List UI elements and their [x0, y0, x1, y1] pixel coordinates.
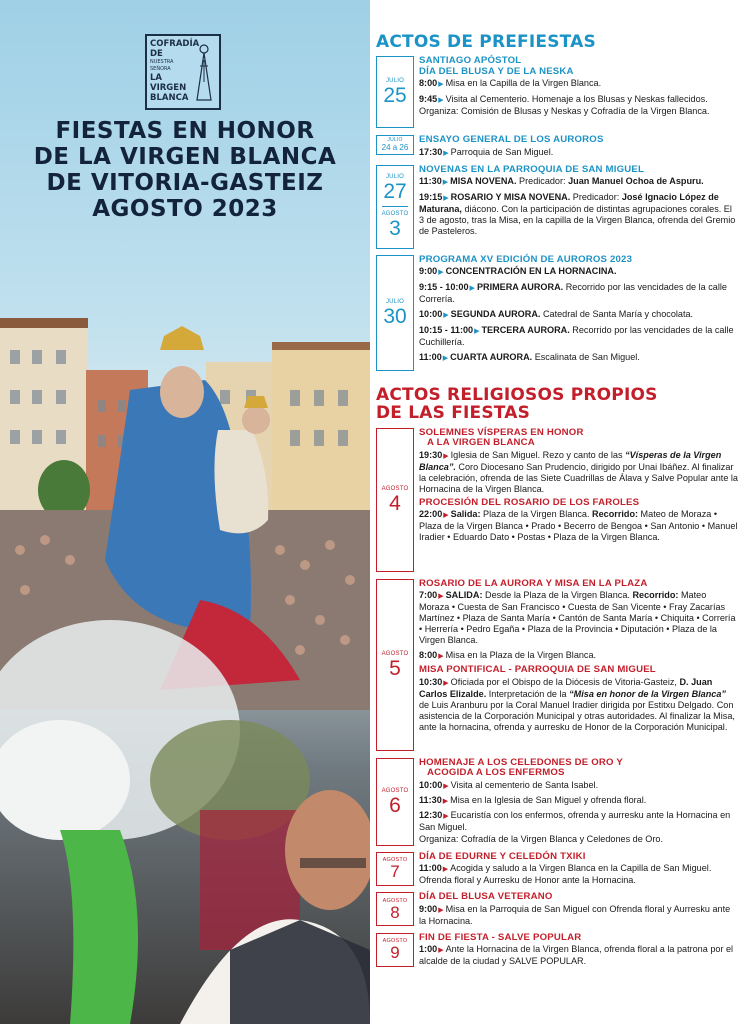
- event-line: 10:00▶ Visita al cementerio de Santa Isabel.: [419, 779, 599, 790]
- section-title-religiosos: ACTOS RELIGIOSOS PROPIOS DE LAS FIESTAS: [376, 384, 658, 423]
- date-day: 25: [383, 84, 407, 107]
- arrow-icon: ▶: [442, 866, 449, 873]
- arrow-icon: ▶: [442, 797, 449, 805]
- arrow-icon: ▶: [474, 328, 480, 335]
- date-box: JULIO 24 a 26: [376, 135, 414, 155]
- event-jul-24-26: [376, 135, 738, 159]
- event-line: 8:00▶ Misa en la Capilla de la Virgen Blanca.: [419, 78, 602, 88]
- arrow-icon: ▶: [438, 81, 444, 88]
- event-heading: ACOGIDA A LOS ENFERMOS: [427, 767, 565, 778]
- event-aug-8: [376, 892, 738, 927]
- arrow-icon: ▶: [443, 512, 449, 519]
- event-line: 22:00▶ Salida: Plaza de la Virgen Blanca. Recorrido: Mateo de Moraza • Plaza de la Virgen Blanca • Prado • Becerro de Bengoa • San Antonio • Manuel Iradier • Eduardo Dato • Postas • Plaza de la Virgen Blanca.: [419, 509, 738, 542]
- arrow-icon: ▶: [438, 593, 444, 600]
- event-line: 12:30▶ Eucaristía con los enfermos, ofrenda y aurresku ante la Hornacina en San Miguel.: [419, 809, 731, 832]
- arrow-icon: ▶: [438, 97, 444, 104]
- virgin-figure-icon: [193, 42, 215, 104]
- event-line: 19:15▶ ROSARIO Y MISA NOVENA. Predicador: José Ignacio López de Maturana, diácono. Con la participación de distintas agrupaciones corales. El 3 de agosto, tras la Misa, en la capilla de la Virgen Blanca, ofrenda del Gremio de Pasteleros.: [419, 192, 736, 236]
- event-heading: SANTIAGO APÓSTOL: [419, 55, 522, 66]
- event-heading: MISA PONTIFICAL - PARROQUIA DE SAN MIGUEL: [419, 664, 656, 675]
- event-line: 10:15 - 11:00▶ TERCERA AURORA. Recorrido por las vencidades de la calle Cuchillería.: [419, 325, 734, 347]
- date-box: AGOSTO 6: [376, 758, 414, 846]
- event-aug-9: [376, 933, 738, 968]
- event-jul-30: [376, 255, 738, 371]
- date-box: AGOSTO 8: [376, 892, 414, 926]
- event-line: 11:00▶ CUARTA AURORA. Escalinata de San Miguel.: [419, 352, 640, 362]
- event-heading: PROGRAMA XV EDICIÓN DE AUROROS 2023: [419, 253, 633, 265]
- arrow-icon: ▶: [443, 149, 449, 157]
- arrow-icon: ▶: [443, 452, 449, 460]
- arrow-icon: ▶: [442, 179, 449, 186]
- event-line: 11:30▶ Misa en la Iglesia de San Miguel y ofrenda floral.: [419, 794, 647, 805]
- event-heading: DÍA DE EDURNE Y CELEDÓN TXIKI: [419, 850, 586, 862]
- event-heading: SOLEMNES VÍSPERAS EN HONOR: [419, 426, 584, 438]
- arrow-icon: ▶: [469, 285, 475, 292]
- event-heading: ENSAYO GENERAL DE LOS AUROROS: [419, 134, 604, 145]
- event-aug-5: [376, 579, 738, 751]
- arrow-icon: ▶: [438, 906, 444, 914]
- arrow-icon: ▶: [443, 195, 449, 202]
- procession-photo: [0, 310, 370, 1024]
- arrow-icon: ▶: [438, 653, 444, 660]
- event-heading: DÍA DEL BLUSA Y DE LA NESKA: [419, 65, 574, 77]
- event-heading: A LA VIRGEN BLANCA: [427, 437, 535, 448]
- date-box: JULIO 27 AGOSTO 3: [376, 165, 414, 249]
- event-heading: PROCESIÓN DEL ROSARIO DE LOS FAROLES: [419, 496, 640, 508]
- arrow-icon: ▶: [438, 269, 444, 276]
- event-line: 19:30▶ Iglesia de San Miguel. Rezo y canto de las “Vísperas de la Virgen Blanca”. Coro Diocesano San Prudencio, dirigido por Unai Ibáñez. Al finalizar la celebración, ofrenda de las Siete Cuadrillas de Álava y Salve Popular ante la Hornacina de la Virgen Blanca.: [419, 449, 738, 494]
- program-panel: [370, 0, 744, 1024]
- event-line: 17:30▶ Parroquia de San Miguel.: [419, 146, 554, 157]
- event-line: 10:00▶ SEGUNDA AURORA. Catedral de Santa María y chocolata.: [419, 309, 694, 319]
- event-heading: DÍA DEL BLUSA VETERANO: [419, 891, 553, 902]
- date-month: JULIO: [385, 78, 404, 84]
- date-box: AGOSTO 7: [376, 852, 414, 886]
- section-title-prefiestas: ACTOS DE PREFIESTAS: [376, 32, 596, 52]
- event-line: 8:00▶ Misa en la Plaza de la Virgen Blanca.: [419, 650, 597, 660]
- event-jul-25: [376, 56, 738, 128]
- event-line: 9:15 - 10:00▶ PRIMERA AURORA. Recorrido por las vencidades de la calle Correría.: [419, 282, 727, 304]
- event-heading: HOMENAJE A LOS CELEDONES DE ORO Y: [419, 756, 624, 768]
- arrow-icon: ▶: [443, 812, 449, 820]
- event-line: 7:00▶ SALIDA: Desde la Plaza de la Virgen Blanca. Recorrido: Mateo Moraza • Cuesta de San Francisco • Cuesta de San Vicente • Fray Zacarías Martínez • Plaza de Santa María • Cantón de Santa María • Chiquita • Correría • Herrería • Pedro Egaña • Plaza de la Provincia • Diputación • Plaza de la Virgen Blanca.: [419, 590, 736, 645]
- date-box: AGOSTO 5: [376, 579, 414, 751]
- event-heading: ROSARIO DE LA AURORA Y MISA EN LA PLAZA: [419, 577, 648, 589]
- statue-crown: [160, 326, 204, 350]
- event-line: 9:00▶ Misa en la Parroquia de San Miguel con Ofrenda floral y Aurresku ante la Hornacina.: [419, 903, 731, 926]
- date-box: [376, 56, 414, 128]
- date-box: JULIO 30: [376, 255, 414, 371]
- event-aug-7: [376, 852, 738, 887]
- event-line: 11:30▶ MISA NOVENA. Predicador: Juan Manuel Ochoa de Aspuru.: [419, 176, 704, 186]
- logo-text: COFRADÍA DE NUESTRA SEÑORA LA VIRGEN BLANCA: [150, 39, 200, 103]
- event-aug-6: [376, 758, 738, 846]
- arrow-icon: ▶: [443, 679, 449, 687]
- cofradia-logo: [145, 34, 221, 110]
- date-box: AGOSTO 9: [376, 933, 414, 967]
- arrow-icon: ▶: [443, 312, 449, 319]
- event-jul-27-aug-3: [376, 165, 738, 249]
- date-box: AGOSTO 4: [376, 428, 414, 572]
- event-line: 11:00▶ Acogida y saludo a la Virgen Blanca en la Capilla de San Miguel. Ofrenda floral y Aurresku de Honor ante la Hornacina.: [419, 863, 712, 885]
- arrow-icon: ▶: [438, 947, 444, 954]
- green-ribbon: [60, 830, 138, 1024]
- event-line: 10:30▶ Oficiada por el Obispo de la Diócesis de Vitoria-Gasteiz, D. Juan Carlos Elizalde. Interpretación de la “Misa en honor de la Virgen Blanca” de Luis Aranburu por la Coral Manuel Iradier dirigida por Estitxu Delgado. Con asistencia de la Corporación Municipal y otras autoridades. Al finalizar la Misa, ante la hornacina, ofrenda y aurresku de Honor de la Corporación Municipal.: [419, 676, 735, 732]
- event-line: 1:00▶ Ante la Hornacina de la Virgen Blanca, ofrenda floral a la patrona por el alcalde de la ciudad y SALVE POPULAR.: [419, 944, 734, 966]
- arrow-icon: ▶: [442, 355, 449, 362]
- event-line: 9:45▶ Visita al Cementerio. Homenaje a los Blusas y Neskas fallecidos. Organiza: Comisión de Blusas y Neskas y Cofradía de la Virgen Blanca.: [419, 94, 710, 116]
- arrow-icon: ▶: [443, 782, 449, 790]
- event-heading: FIN DE FIESTA - SALVE POPULAR: [419, 931, 582, 943]
- poster-panel: [0, 0, 370, 1024]
- poster-title: FIESTAS EN HONOR DE LA VIRGEN BLANCA DE VITORIA-GASTEIZ AGOSTO 2023: [33, 118, 337, 222]
- event-line: 9:00▶ CONCENTRACIÓN EN LA HORNACINA.: [419, 266, 617, 276]
- statue-face: [160, 366, 204, 418]
- event-heading: NOVENAS EN LA PARROQUIA DE SAN MIGUEL: [419, 163, 645, 175]
- event-aug-4: [376, 428, 738, 572]
- event-line: Organiza: Cofradía de la Virgen Blanca y Celedones de Oro.: [419, 833, 663, 844]
